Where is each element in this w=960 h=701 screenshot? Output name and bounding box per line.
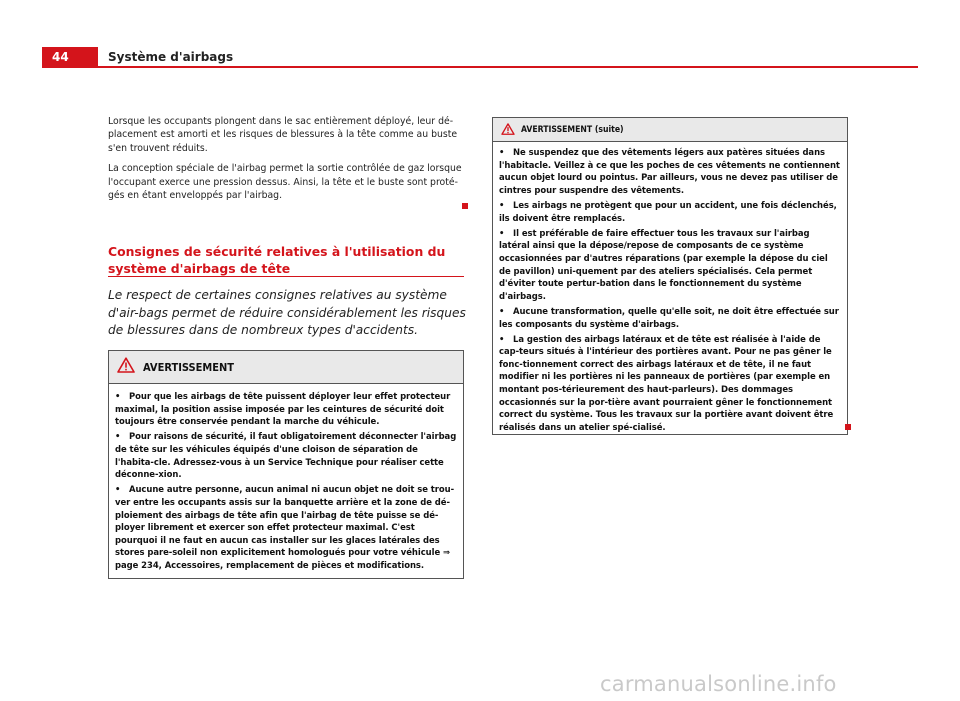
warning-item: • La gestion des airbags latéraux et de tête est réalisée à l'aide de cap-teurs situés à l'intérieur des portières avant. Pour ne pas gêner le fonc-tionnement correct des airbags latéraux et de tête, il ne faut modifier ni les portières ni les panneaux de portières (par exemple en montant pos-térieurement des haut-parleurs). Des dommages occasionnés sur la por-tière avant pourraient gêner le fonctionnement correct du système. Tous les travaux sur la portière avant doivent être réalisés dans un atelier spé-cialisé.: [499, 333, 834, 432]
warning-header: [109, 351, 463, 384]
intro-text: [108, 115, 470, 209]
warning-item: • Ne suspendez que des vêtements légers aux patères situées dans l'habitacle. Veillez à ce que les poches de ces vêtements ne contiennent aucun objet lourd ou pointus. Par ailleurs, vous ne devez pas utiliser de cintres pour suspendre des vêtements.: [499, 147, 840, 195]
warning-title: AVERTISSEMENT: [143, 360, 235, 374]
warning-triangle-icon: [117, 357, 135, 377]
warning-triangle-icon: [501, 120, 515, 139]
page-number: 44: [52, 50, 69, 64]
warning-item: • Pour raisons de sécurité, il faut obligatoirement déconnecter l'airbag de tête sur les véhicules équipés d'une cloison de séparation de l'habita-cle. Adressez-vous à un Service Technique pour réaliser cette déconne-xion.: [115, 431, 457, 480]
watermark: carmanualsonline.info: [600, 672, 837, 696]
bullet: •: [499, 305, 505, 316]
section-end-square-icon: [845, 424, 851, 430]
header-rule: [42, 66, 918, 68]
warning-item: • Aucune autre personne, aucun animal ni aucun objet ne doit se trou-ver entre les occupants assis sur la banquette arrière et la zone de dé-ploiement des airbags de tête afin que l'airbag de tête puisse se dé-ployer librement et exercer son effet protecteur maximal. C'est pourquoi il ne faut en aucun cas installer sur les glaces latérales des stores pare-soleil non explicitement homologués pour votre véhicule ⇒ page 234, Accessoires, remplacement de pièces et modifications.: [115, 484, 455, 570]
page-number-box: [42, 47, 98, 67]
warning-body: [493, 142, 847, 433]
intro-paragraph-1: Lorsque les occupants plongent dans le sac entièrement déployé, leur dé-placement est amorti et les risques de blessures à la tête comme au buste s'en trouvent réduits.: [108, 116, 458, 154]
warning-item: • Il est préférable de faire effectuer tous les travaux sur l'airbag latéral ainsi que la dépose/repose de composants de ce système occasionnées par d'autres réparations (par exemple la dépose du ciel de pavillon) uni-quement par des ateliers spécialisés. Cela permet d'éviter toute pertur-bation dans le fonctionnement du système d'airbags.: [499, 227, 828, 301]
section-title-rule: [108, 276, 464, 277]
bullet: •: [115, 431, 121, 442]
intro-paragraph-2: La conception spéciale de l'airbag permet la sortie contrôlée de gaz lorsque l'occupant exerce une pression dessus. Ainsi, la tête et le buste sont proté-gés en étant enveloppés par l'airbag.: [108, 163, 462, 202]
warning-item: • Pour que les airbags de tête puissent déployer leur effet protecteur maximal, la position assise imposée par les ceintures de sécurité doit toujours être conservée pendant la marche du véhicule.: [115, 391, 451, 427]
warning-header: [493, 118, 847, 142]
warning-body: [109, 384, 463, 572]
warning-item: • Les airbags ne protègent que pour un accident, une fois déclenchés, ils doivent être remplacés.: [499, 199, 837, 223]
bullet: •: [499, 147, 505, 157]
bullet: •: [499, 199, 505, 210]
warning-box-continued: [492, 117, 848, 435]
section-title: Consignes de sécurité relatives à l'utilisation du système d'airbags de tête: [108, 244, 446, 276]
warning-box: [108, 350, 464, 579]
section-end-square-icon: [462, 203, 468, 209]
section-lead: Le respect de certaines consignes relatives au système d'air-bags permet de réduire considérablement les risques de blessures dans de nombreux types d'accidents.: [108, 288, 466, 337]
bullet: •: [499, 227, 505, 238]
warning-title: AVERTISSEMENT (suite): [521, 124, 624, 135]
header-title: Système d'airbags: [108, 50, 234, 64]
bullet: •: [115, 391, 121, 401]
bullet: •: [499, 333, 505, 344]
warning-item: • Aucune transformation, quelle qu'elle soit, ne doit être effectuée sur les composants du système d'airbags.: [499, 305, 839, 329]
bullet: •: [115, 484, 121, 495]
